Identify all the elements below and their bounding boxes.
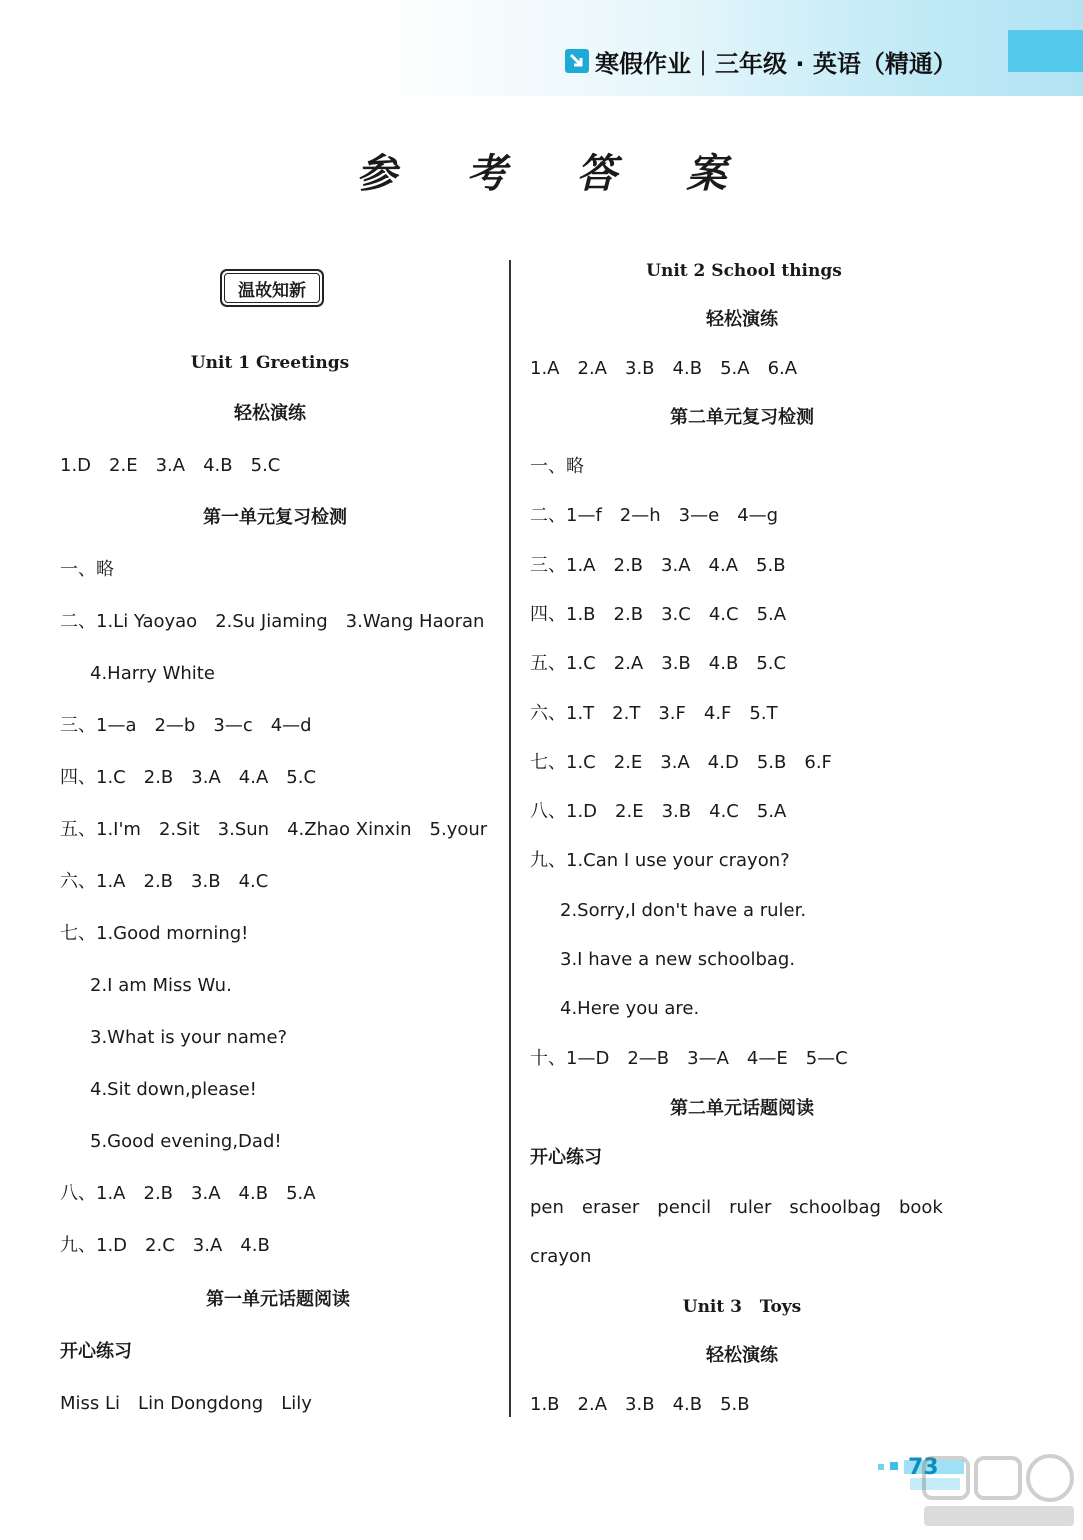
answer-item: book [898,1197,943,1218]
answer-item: schoolbag [789,1197,881,1218]
answer-item: 4.B [672,358,703,379]
answer-item: 4.F [703,702,732,724]
answer-item: 3.B [661,653,691,675]
answer-item: eraser [581,1197,640,1218]
review-row [530,652,786,676]
answer-item: pen [530,1197,564,1218]
review-row [530,800,786,824]
review-row [90,1078,257,1102]
practice-answers [530,357,797,381]
answer-item: 3.I have a new schoolbag. [560,949,796,970]
answer-item: 4—g [737,505,779,527]
practice2-answers [530,1393,750,1417]
answer-item: 2.B [143,871,174,892]
answer-item: 3.Wang Haoran [345,611,485,632]
review-row [530,603,786,627]
answer-item: 5.C [286,767,317,788]
answer-item: 5.B [720,1394,750,1415]
answer-item: 4—E [746,1047,788,1069]
review-heading: 第二单元复习检测 [670,407,814,428]
header-title: 寒假作业｜三年级 · 英语（精通） [595,49,957,78]
header [565,44,957,78]
answer-item: 1.Li Yaoyao [96,611,198,632]
answer-item: 3.A [155,455,186,476]
answer-item: 2—B [627,1047,670,1069]
answer-item: 5.T [749,702,778,724]
answer-item: 1.A [96,871,126,892]
answer-item: 1.D [60,455,92,476]
review-row [530,702,778,726]
header-tab [1008,30,1083,72]
answer-item: 3.B [625,358,655,379]
answer-item: 3.C [661,603,691,625]
answer-item: 1.A [530,358,560,379]
answer-item: 2.E [615,801,644,823]
review-row [60,818,487,842]
unit3-title: Unit 3 Toys [682,1297,802,1317]
review-row [530,455,584,479]
answer-item: 2.B [613,603,644,625]
answer-item: 2.Su Jiaming [215,611,328,632]
answer-item: 2.Sit [158,819,200,840]
answer-item: 2.T [612,702,641,724]
answer-item: crayon [530,1246,592,1267]
answer-item: 略 [96,559,114,580]
review-row-prefix: 七、 [530,751,566,773]
review-row-prefix: 三、 [60,715,96,736]
review-row-prefix: 八、 [530,801,566,823]
practice-heading: 轻松演练 [706,309,778,330]
answer-item: 5.your [429,819,488,840]
review-row-prefix: 二、 [60,611,96,632]
review-row [530,849,790,873]
review-row-prefix: 九、 [60,1235,96,1256]
answer-item: 3.F [658,702,686,724]
reading-heading: 第一单元话题阅读 [206,1289,350,1310]
practice-answers [60,454,280,478]
answer-item: 3.B [625,1394,655,1415]
answer-item: 5.C [756,653,787,675]
review-row [60,558,114,582]
answer-item: 2.C [145,1235,175,1256]
unit-title: Unit 1 Greetings [190,353,350,373]
answer-item: 2.A [577,1394,608,1415]
answer-item: 4—d [270,715,312,736]
answer-item: 4.A [708,554,739,576]
answer-item: 4.B [238,1183,269,1204]
review-row [90,974,232,998]
answer-item: 5.Good evening,Dad! [90,1131,282,1152]
review-row-prefix: 二、 [530,505,566,527]
answer-item: 5.A [286,1183,316,1204]
answer-item: 5.A [720,358,750,379]
review-row-prefix: 六、 [530,702,566,724]
answer-item: 4.Here you are. [560,998,700,1020]
answer-item: 1.C [96,767,126,788]
answer-item: 3—c [213,715,253,736]
answer-item: 3.A [192,1235,223,1256]
answer-item: 3.A [661,554,691,576]
answer-item: 4.Harry White [90,663,215,684]
review-row [60,714,312,738]
review-row [560,948,795,972]
review-row [60,922,248,946]
review-row-prefix: 六、 [60,871,96,892]
column-divider [509,260,511,1417]
answer-item: 2—h [619,505,661,527]
answer-item: 4.C [708,603,739,625]
answer-item: 2.B [613,554,644,576]
answer-item: 4.C [238,871,269,892]
happy-answers-line2 [530,1245,591,1269]
review-row [530,504,778,528]
review-heading: 第一单元复习检测 [203,507,347,528]
review-row [560,997,699,1021]
review-row-prefix: 四、 [530,603,566,625]
answer-item: 1.T [566,702,595,724]
answer-item: 1.D [96,1235,128,1256]
answer-item: 5.C [250,455,281,476]
answer-item: 4.C [709,801,739,823]
review-row [60,1182,316,1206]
section-badge [220,269,324,307]
answer-item: 4.Sit down,please! [90,1079,257,1100]
happy-answers [60,1392,312,1416]
review-row [530,1047,848,1071]
answer-item: 5—C [805,1047,848,1069]
review-row [90,662,215,686]
review-row-prefix: 九、 [530,850,566,872]
review-row-prefix: 八、 [60,1183,96,1204]
answer-item: 5.A [756,603,787,625]
arrow-corner-icon [565,49,589,73]
answer-item: 3.A [660,751,690,773]
answer-item: 3.B [191,871,221,892]
answer-item: 1—f [566,505,602,527]
answer-item: 1.B [566,603,596,625]
answer-item: 1.B [530,1394,560,1415]
answer-item: 1—a [96,715,137,736]
review-row [60,766,316,790]
answer-item: 1.C [566,751,596,773]
answer-item: 1.I'm [96,819,141,840]
happy-heading: 开心练习 [530,1147,602,1168]
answer-item: 4.Zhao Xinxin [287,819,412,840]
answer-item: 4.A [238,767,269,788]
answer-item: Miss Li [60,1393,121,1414]
review-row-prefix: 五、 [60,819,96,840]
review-row [60,1234,270,1258]
review-row [530,554,786,578]
page-number: 73 [908,1455,939,1480]
review-row [60,870,268,894]
answer-item: 1.D [566,801,598,823]
happy-heading: 开心练习 [60,1341,132,1362]
review-row-prefix: 四、 [60,767,96,788]
review-row [530,751,832,775]
watermark-logo [920,1450,1080,1530]
answer-item: 2.B [143,767,174,788]
answer-item: Lily [281,1393,312,1414]
review-row [60,610,484,634]
review-row-prefix: 一、 [530,456,566,477]
practice-heading: 轻松演练 [234,403,306,424]
answer-item: 3.Sun [217,819,270,840]
review-row-prefix: 五、 [530,653,566,675]
answer-item: 2.B [143,1183,174,1204]
answer-item: 4.B [708,653,739,675]
answer-item: 2—b [154,715,196,736]
answer-item: 1.C [566,653,596,675]
answer-item: 1.Can I use your crayon? [566,850,790,872]
answer-item: 4.B [672,1394,703,1415]
answer-item: 略 [566,456,584,477]
section-badge-label: 温故知新 [224,273,320,303]
answer-item: 3.A [191,1183,221,1204]
answer-item: 6.A [767,358,798,379]
review-row [90,1130,282,1154]
answer-item: 1—D [566,1047,610,1069]
answer-item: 2.E [613,751,643,773]
answer-item: 1.Good morning! [96,923,249,944]
answer-item: 5.B [756,751,787,773]
answer-item: 5.B [756,554,786,576]
review-row-prefix: 十、 [530,1047,566,1069]
review-row [90,1026,287,1050]
answer-item: 3—A [687,1047,729,1069]
answer-item: 3.B [661,801,692,823]
answer-item: 3.A [191,767,221,788]
answer-item: 2.E [109,455,138,476]
review-row [560,899,806,923]
review-row-prefix: 三、 [530,554,566,576]
answer-item: Lin Dongdong [138,1393,264,1414]
answer-item: 5.A [756,801,787,823]
review-row-prefix: 七、 [60,923,96,944]
answer-item: ruler [729,1197,772,1218]
answer-item: 2.I am Miss Wu. [90,975,232,996]
happy-answers-line1 [530,1196,943,1220]
answer-item: 3.What is your name? [90,1027,288,1048]
answer-item: 4.D [707,751,739,773]
answer-item: 6.F [804,751,832,773]
unit2-title: Unit 2 School things [646,261,842,281]
review-row-prefix: 一、 [60,559,96,580]
answer-item: 3—e [678,505,720,527]
answer-item: 4.B [240,1235,270,1256]
answer-item: 1.A [566,554,596,576]
answer-item: 2.A [613,653,644,675]
answer-item: pencil [657,1197,712,1218]
answer-item: 2.Sorry,I don't have a ruler. [560,899,807,921]
page-title: 参 考 答 案 [356,150,755,197]
reading-heading: 第二单元话题阅读 [670,1098,814,1119]
answer-item: 2.A [577,358,607,379]
practice2-heading: 轻松演练 [706,1345,778,1366]
answer-item: 4.B [203,455,233,476]
answer-item: 1.A [96,1183,126,1204]
